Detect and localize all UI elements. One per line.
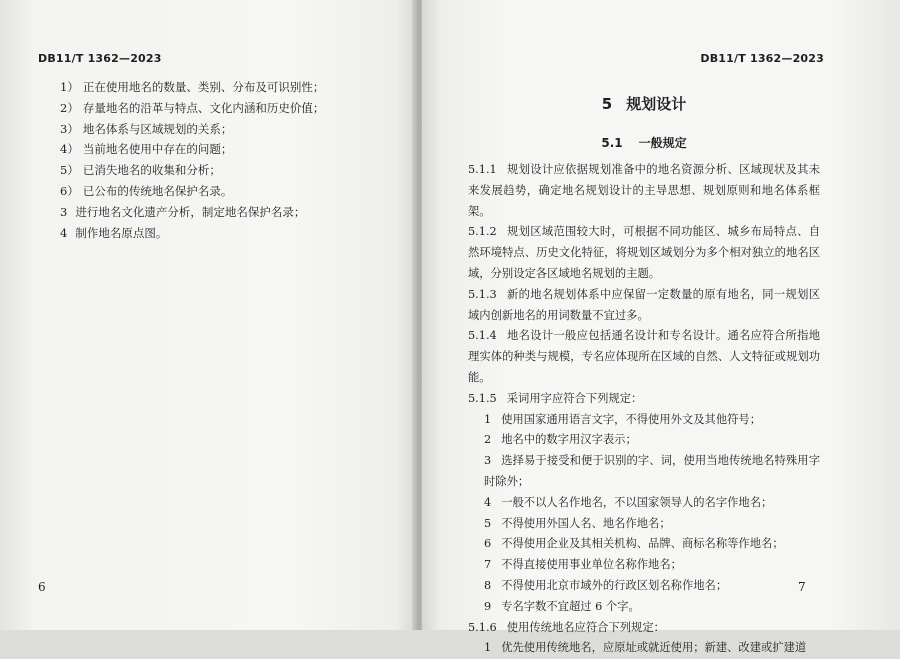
rule-item: 3 选择易于接受和便于识别的字、词，使用当地传统地名特殊用字时除外；: [484, 454, 820, 488]
clause-5-1-3: 5.1.3 新的地名规划体系中应保留一定数量的原有地名，同一规划区域内创新地名的用词数量不宜过多。: [468, 287, 820, 322]
list-item: 1） 正在使用地名的数量、类别、分布及可识别性；: [60, 80, 325, 94]
right-page-header: DB11/T 1362—2023: [700, 52, 824, 65]
rule-item: 9 专名字数不宜超过 6 个字。: [484, 599, 640, 613]
list-item: 2） 存量地名的沿革与特点、文化内涵和历史价值；: [60, 100, 325, 115]
rule-item: 2 地名中的数字用汉字表示；: [484, 433, 637, 447]
clause-5-1-1: 5.1.1 规划设计应依据规划准备中的地名资源分析、区域现状及其未来发展趋势，确定地名规划设计的主导思想、规划原则和地名体系框架。: [468, 163, 820, 218]
clause-5-1-2: 5.1.2 规划区域范围较大时，可根据不同功能区、城乡布局特点、自然环境特点、历史文化特征，将规划区域划分为多个相对独立的地名区域，分别设定各区域地名规划的主题。: [468, 225, 820, 280]
rule-item: 4 一般不以人名作地名，不以国家领导人的名字作地名；: [484, 495, 773, 509]
list-item: 3） 地名体系与区域规划的关系；: [60, 121, 233, 136]
left-page-header: DB11/T 1362—2023: [38, 52, 162, 65]
rule-item: 1 优先使用传统地名，应原址或就近使用；新建、改建或扩建道: [484, 641, 807, 655]
left-page-number: 6: [38, 580, 46, 594]
list-item: 6） 已公布的传统地名保护名录。: [60, 183, 233, 198]
right-page: [422, 0, 900, 655]
clause-5-1-5: 5.1.5 采词用字应符合下列规定：: [468, 391, 643, 405]
rule-item: 5 不得使用外国人名、地名作地名；: [484, 516, 671, 530]
right-page-content: [468, 92, 820, 659]
rule-item: 6 不得使用企业及其相关机构、品牌、商标名称等作地名；: [484, 537, 784, 551]
rule-item: 8 不得使用北京市域外的行政区划名称作地名；: [484, 578, 728, 592]
clause-5-1-6: 5.1.6 使用传统地名应符合下列规定：: [468, 620, 665, 634]
left-page-list: [60, 77, 380, 243]
list-item: 3 进行地名文化遗产分析，制定地名保护名录；: [60, 204, 306, 219]
right-page-number: 7: [798, 580, 806, 594]
left-page: [0, 0, 416, 630]
rule-item: 7 不得直接使用事业单位名称作地名；: [484, 558, 682, 572]
list-item: 5） 已消失地名的收集和分析；: [60, 163, 221, 178]
list-item: 4） 当前地名使用中存在的问题；: [60, 142, 233, 157]
rule-item: 1 使用国家通用语言文字，不得使用外文及其他符号；: [484, 412, 762, 426]
list-item: 4 制作地名原点图。: [60, 225, 168, 240]
section-title: 5.1 一般规定: [601, 136, 687, 150]
clause-5-1-4: 5.1.4 地名设计一般应包括通名设计和专名设计。通名应符合所指地理实体的种类与规模，专名应体现所在区域的自然、人文特征或规划功能。: [468, 329, 820, 384]
chapter-title: 5 规划设计: [601, 95, 687, 113]
